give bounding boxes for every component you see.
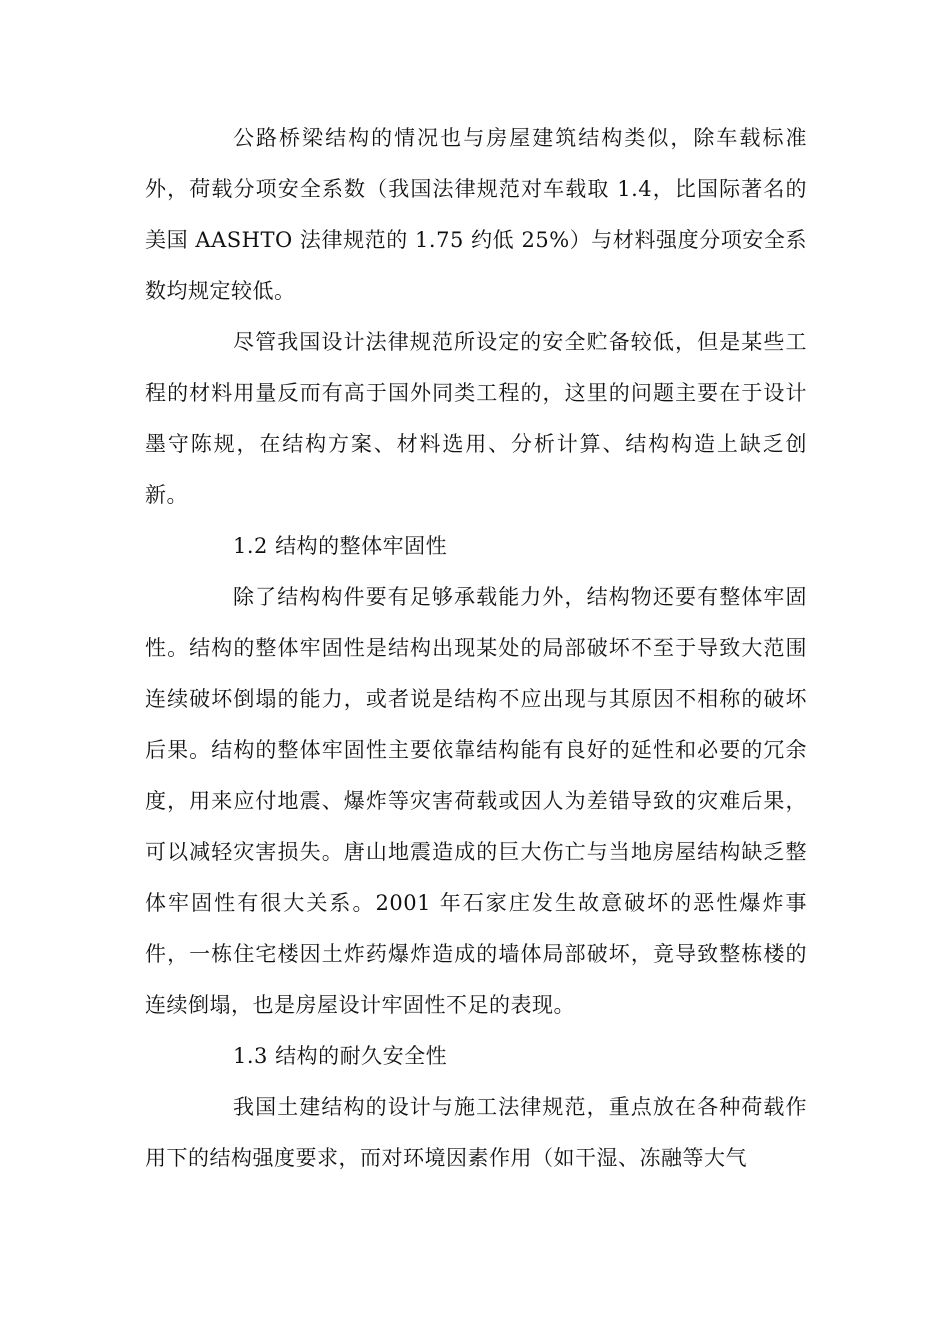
section-heading-1-2: 1.2 结构的整体牢固性 <box>233 534 448 558</box>
paragraph-durability: 我国土建结构的设计与施工法律规范，重点放在各种荷载作用下的结构强度要求，而对环境因素作用（如干湿、冻融等大气 <box>145 1095 807 1170</box>
paragraph-bridge-safety-factors: 公路桥梁结构的情况也与房屋建筑结构类似，除车载标准外，荷载分项安全系数（我国法律规范对车载取 1.4，比国际著名的美国 AASHTO 法律规范的 1.75 约低 25%）与材料强度分项安全系数均规定较低。 <box>145 126 807 303</box>
section-heading-1-3: 1.3 结构的耐久安全性 <box>233 1044 448 1068</box>
paragraph-design-innovation: 尽管我国设计法律规范所设定的安全贮备较低，但是某些工程的材料用量反而有高于国外同类工程的，这里的问题主要在于设计墨守陈规，在结构方案、材料选用、分析计算、结构构造上缺乏创新。 <box>145 330 807 507</box>
document-page <box>145 113 807 1184</box>
paragraph-structural-robustness: 除了结构构件要有足够承载能力外，结构物还要有整体牢固性。结构的整体牢固性是结构出现某处的局部破坏不至于导致大范围连续破坏倒塌的能力，或者说是结构不应出现与其原因不相称的破坏后果。结构的整体牢固性主要依靠结构能有良好的延性和必要的冗余度，用来应付地震、爆炸等灾害荷载或因人为差错导致的灾难后果，可以减轻灾害损失。唐山地震造成的巨大伤亡与当地房屋结构缺乏整体牢固性有很大关系。2001 年石家庄发生故意破坏的恶性爆炸事件，一栋住宅楼因土炸药爆炸造成的墙体局部破坏，竟导致整栋楼的连续倒塌，也是房屋设计牢固性不足的表现。 <box>145 585 807 1017</box>
